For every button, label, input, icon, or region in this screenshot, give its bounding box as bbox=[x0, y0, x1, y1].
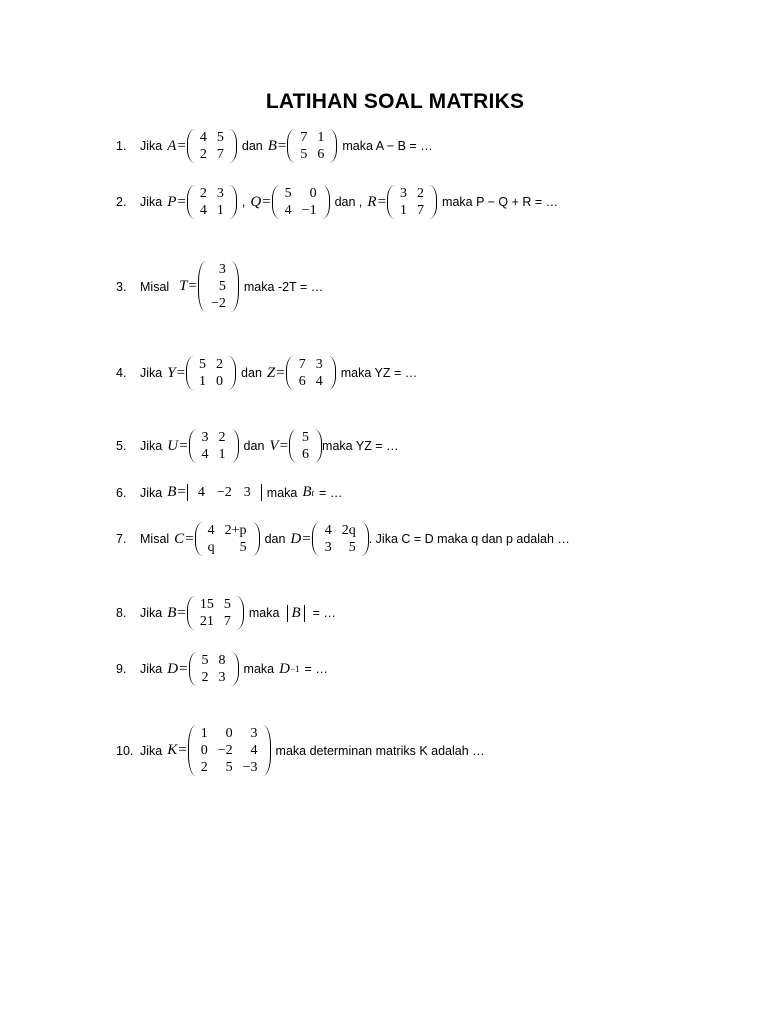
matrix-entry: 7 bbox=[417, 203, 425, 218]
matrix bbox=[289, 429, 322, 463]
matrix bbox=[186, 356, 236, 390]
matrix-row bbox=[197, 446, 231, 463]
matrix-grid bbox=[196, 725, 263, 776]
question-intro: Jika bbox=[140, 366, 163, 380]
question-3: 3. Misal T = 3 5 −2 maka -2T = … bbox=[116, 262, 324, 311]
matrix-entry: 5 bbox=[218, 279, 226, 294]
matrix-name: C bbox=[174, 530, 185, 547]
matrix-row bbox=[320, 522, 361, 539]
matrix-entry: 1 bbox=[400, 203, 408, 218]
matrix-bracket-left bbox=[188, 725, 196, 776]
matrix-grid bbox=[295, 129, 329, 163]
connector-text: dan bbox=[241, 139, 263, 153]
matrix-entry: 5 bbox=[201, 653, 209, 668]
matrix-entry: 4 bbox=[197, 485, 205, 500]
matrix-entry: −2 bbox=[210, 296, 226, 311]
question-9: 9. Jika D = 5 8 2 3 maka D −1 = … bbox=[116, 653, 328, 685]
matrix bbox=[272, 185, 330, 219]
question-7: 7. Misal C = 4 2+p q 5 dan D = 4 2q 3 5 . Jika C = D maka q dan p adalah … bbox=[116, 523, 570, 555]
matrix-bracket-left bbox=[187, 596, 195, 630]
matrix-bracket-left bbox=[187, 129, 195, 163]
matrix-row bbox=[195, 185, 229, 202]
matrix-row bbox=[320, 539, 361, 556]
question-number: 9. bbox=[116, 662, 127, 676]
matrix-name: A bbox=[167, 137, 177, 154]
matrix-bracket-right bbox=[314, 429, 322, 463]
matrix-bracket-right bbox=[322, 185, 330, 219]
matrix-entry: 7 bbox=[223, 614, 231, 629]
question-intro: Jika bbox=[140, 606, 163, 620]
determinant bbox=[284, 605, 307, 622]
matrix-entry: 5 bbox=[302, 430, 310, 445]
matrix-entry: 5 bbox=[216, 130, 224, 145]
matrix-row bbox=[206, 278, 231, 295]
matrix-bracket-right bbox=[229, 129, 237, 163]
question-4: 4. Jika Y = 5 2 1 0 dan Z = 7 3 6 4 maka YZ = … bbox=[116, 357, 418, 389]
matrix-name: K bbox=[167, 742, 178, 758]
matrix-entry: 2q bbox=[341, 523, 356, 538]
connector-text: maka bbox=[266, 485, 298, 500]
matrix-bracket-right bbox=[231, 261, 239, 312]
matrix bbox=[187, 129, 237, 163]
matrix-name: Y bbox=[167, 364, 176, 381]
matrix-bracket-right bbox=[231, 429, 239, 463]
matrix-bracket-right bbox=[252, 522, 260, 556]
question-intro: Jika bbox=[140, 662, 163, 676]
question-intro: Jika bbox=[140, 195, 163, 209]
matrix-bracket-left bbox=[187, 185, 195, 219]
matrix-grid bbox=[195, 596, 236, 630]
question-number: 10. bbox=[116, 743, 134, 758]
matrix-bracket-right bbox=[328, 356, 336, 390]
matrix-bracket-left bbox=[189, 429, 197, 463]
matrix-entry: 4 bbox=[315, 374, 323, 389]
matrix-entry: 7 bbox=[300, 130, 308, 145]
question-1: 1. Jika A = 4 5 2 7 dan B = 7 1 5 6 maka A − B = … bbox=[116, 130, 433, 162]
question-number: 1. bbox=[116, 139, 127, 153]
matrix-row bbox=[295, 146, 329, 163]
question-8: 8. Jika B = 15 5 21 7 maka B = … bbox=[116, 597, 336, 629]
matrix-entry: −2 bbox=[216, 485, 232, 500]
matrix-entry: 2 bbox=[218, 430, 226, 445]
question-2: 2. Jika P = 2 3 4 1 , Q = 5 0 4 −1 dan , R = 3 2 1 7 maka P − Q + R = … bbox=[116, 186, 559, 218]
question-intro: Misal bbox=[140, 279, 170, 294]
matrix-name: B bbox=[267, 137, 277, 154]
matrix-name: D bbox=[167, 660, 179, 677]
connector-text: dan , bbox=[334, 195, 363, 209]
question-tail: maka YZ = … bbox=[340, 366, 418, 380]
matrix-entry: −3 bbox=[242, 760, 258, 775]
matrix-entry: 4 bbox=[201, 447, 209, 462]
question-number: 4. bbox=[116, 366, 127, 380]
matrix-entry: 7 bbox=[216, 147, 224, 162]
question-tail: . Jika C = D maka q dan p adalah … bbox=[368, 532, 570, 546]
matrix-entry: 5 bbox=[199, 357, 207, 372]
matrix-grid bbox=[206, 261, 231, 312]
matrix-grid bbox=[203, 522, 252, 556]
connector-text: dan bbox=[243, 439, 265, 453]
matrix-entry: 2 bbox=[200, 760, 208, 775]
inverse-superscript: −1 bbox=[289, 664, 300, 674]
matrix-entry: 3 bbox=[216, 186, 224, 201]
matrix-entry: −1 bbox=[301, 203, 317, 218]
matrix-entry: 2 bbox=[199, 186, 207, 201]
matrix bbox=[287, 129, 337, 163]
matrix-row bbox=[195, 146, 229, 163]
connector-text: dan bbox=[241, 366, 262, 380]
matrix-entry: 0 bbox=[309, 186, 317, 201]
matrix-row bbox=[203, 539, 252, 556]
matrix-entry: 5 bbox=[284, 186, 292, 201]
matrix-row bbox=[206, 295, 231, 312]
matrix-grid bbox=[395, 185, 429, 219]
matrix-bracket-right bbox=[228, 356, 236, 390]
matrix-grid bbox=[195, 185, 229, 219]
matrix-row bbox=[203, 522, 252, 539]
matrix-entry: 2+p bbox=[224, 523, 247, 538]
matrix-row bbox=[197, 669, 231, 686]
matrix bbox=[312, 522, 369, 556]
matrix-name: D bbox=[290, 530, 302, 547]
matrix-entry: 2 bbox=[201, 670, 209, 685]
matrix-row bbox=[294, 373, 328, 390]
matrix-bracket-left bbox=[289, 429, 297, 463]
connector-text: maka bbox=[243, 662, 275, 676]
question-intro: Jika bbox=[140, 439, 163, 453]
matrix-bracket-right bbox=[257, 484, 262, 501]
inverse-name: D bbox=[279, 660, 290, 677]
question-intro: Jika bbox=[140, 139, 163, 153]
matrix-entry: −2 bbox=[217, 743, 233, 758]
matrix-entry: 5 bbox=[239, 540, 247, 555]
matrix-entry: 5 bbox=[223, 597, 231, 612]
matrix-row bbox=[197, 429, 231, 446]
matrix-row bbox=[196, 742, 263, 759]
matrix-row bbox=[280, 185, 322, 202]
matrix-entry: 1 bbox=[317, 130, 325, 145]
matrix-name: R bbox=[367, 193, 377, 210]
matrix-entry: 3 bbox=[218, 670, 226, 685]
matrix-row bbox=[395, 202, 429, 219]
matrix-entry: 4 bbox=[250, 743, 258, 758]
matrix-entry: 5 bbox=[348, 540, 356, 555]
matrix-entry: 8 bbox=[218, 653, 226, 668]
matrix-row bbox=[395, 185, 429, 202]
matrix-entry: 1 bbox=[218, 447, 226, 462]
question-tail: maka determinan matriks K adalah … bbox=[275, 743, 485, 758]
question-intro: Misal bbox=[140, 532, 170, 546]
matrix-entry: 21 bbox=[199, 614, 214, 629]
matrix-bracket-right bbox=[263, 725, 271, 776]
matrix-bracket-left bbox=[198, 261, 206, 312]
matrix-row bbox=[195, 596, 236, 613]
matrix-entry: 4 bbox=[199, 203, 207, 218]
matrix-entry: 3 bbox=[400, 186, 408, 201]
question-number: 5. bbox=[116, 439, 127, 453]
matrix-bracket-right bbox=[229, 185, 237, 219]
matrix-entry: 2 bbox=[216, 357, 224, 372]
matrix-entry: 2 bbox=[417, 186, 425, 201]
matrix-entry: 4 bbox=[199, 130, 207, 145]
question-number: 2. bbox=[116, 195, 127, 209]
separator-text: , bbox=[241, 195, 246, 209]
matrix-entry: 0 bbox=[225, 726, 233, 741]
matrix-bracket-left bbox=[287, 129, 295, 163]
question-tail: = … bbox=[304, 662, 328, 676]
matrix-entry: 15 bbox=[199, 597, 214, 612]
matrix-entry: 3 bbox=[243, 485, 251, 500]
question-tail: = … bbox=[319, 485, 343, 500]
matrix-bracket-left bbox=[186, 356, 194, 390]
matrix bbox=[198, 261, 239, 312]
matrix-bracket-left bbox=[312, 522, 320, 556]
matrix-bracket-left bbox=[189, 652, 197, 686]
matrix bbox=[187, 484, 262, 501]
matrix-entry: 3 bbox=[250, 726, 258, 741]
matrix-bracket-right bbox=[429, 185, 437, 219]
matrix bbox=[189, 429, 239, 463]
matrix bbox=[187, 596, 244, 630]
determinant-name: B bbox=[291, 604, 301, 621]
matrix-entry: 5 bbox=[225, 760, 233, 775]
matrix-row bbox=[295, 129, 329, 146]
matrix-row bbox=[297, 429, 314, 446]
matrix-entry: 3 bbox=[201, 430, 209, 445]
matrix bbox=[189, 652, 239, 686]
matrix-bracket-right bbox=[361, 522, 369, 556]
matrix-entry: 2 bbox=[199, 147, 207, 162]
matrix-entry: 0 bbox=[200, 743, 208, 758]
matrix bbox=[286, 356, 336, 390]
matrix-row bbox=[280, 202, 322, 219]
connector-text: dan bbox=[264, 532, 286, 546]
matrix bbox=[187, 185, 237, 219]
question-6: 6. Jika B = 4 −2 3 maka B t = … bbox=[116, 484, 343, 500]
question-tail: maka A − B = … bbox=[342, 139, 433, 153]
question-tail: = … bbox=[312, 606, 336, 620]
matrix-entry: 4 bbox=[324, 523, 332, 538]
matrix bbox=[195, 522, 260, 556]
matrix-row bbox=[297, 446, 314, 463]
matrix-row bbox=[195, 202, 229, 219]
matrix-entry: 3 bbox=[324, 540, 332, 555]
matrix-entry: q bbox=[207, 540, 215, 555]
matrix-row bbox=[196, 725, 263, 742]
matrix-entry: 6 bbox=[317, 147, 325, 162]
page-title: LATIHAN SOAL MATRIKS bbox=[265, 90, 525, 113]
transpose-name: B bbox=[302, 484, 312, 500]
matrix-row bbox=[206, 261, 231, 278]
matrix-name: V bbox=[269, 437, 279, 454]
question-number: 6. bbox=[116, 485, 127, 500]
matrix-entry: 7 bbox=[298, 357, 306, 372]
question-10: 10. Jika K = 1 0 3 0 −2 4 2 5 −3 maka determinan matriks K adalah … bbox=[116, 726, 485, 775]
matrix-entry: 6 bbox=[298, 374, 306, 389]
matrix-grid bbox=[320, 522, 361, 556]
matrix-entry: 3 bbox=[315, 357, 323, 372]
matrix-entry: 3 bbox=[218, 262, 226, 277]
matrix-grid bbox=[192, 484, 257, 501]
matrix-entry: 1 bbox=[200, 726, 208, 741]
matrix-bracket-left bbox=[286, 356, 294, 390]
question-number: 3. bbox=[116, 279, 127, 294]
question-intro: Jika bbox=[140, 485, 163, 500]
question-5: 5. Jika U = 3 2 4 1 dan V = 5 6 maka YZ = … bbox=[116, 430, 399, 462]
matrix-name: Z bbox=[266, 364, 276, 381]
matrix bbox=[387, 185, 437, 219]
question-tail: maka -2T = … bbox=[243, 279, 324, 294]
matrix-row bbox=[194, 373, 228, 390]
matrix-row bbox=[194, 356, 228, 373]
matrix-row bbox=[195, 129, 229, 146]
question-number: 7. bbox=[116, 532, 127, 546]
matrix-entry: 4 bbox=[207, 523, 215, 538]
question-tail: maka P − Q + R = … bbox=[442, 195, 559, 209]
matrix-bracket-right bbox=[329, 129, 337, 163]
matrix-entry: 5 bbox=[300, 147, 308, 162]
matrix-grid bbox=[194, 356, 228, 390]
question-tail: maka YZ = … bbox=[322, 439, 399, 453]
matrix-row bbox=[196, 759, 263, 776]
matrix-entry: 4 bbox=[284, 203, 292, 218]
question-intro: Jika bbox=[140, 743, 163, 758]
matrix-grid bbox=[197, 652, 231, 686]
matrix-row bbox=[195, 613, 236, 630]
matrix-grid bbox=[195, 129, 229, 163]
matrix-bracket-left bbox=[387, 185, 395, 219]
matrix-name: Q bbox=[250, 193, 262, 210]
matrix-name: B bbox=[167, 484, 177, 500]
matrix-row bbox=[197, 652, 231, 669]
matrix-name: T bbox=[179, 278, 188, 294]
matrix-bracket-right bbox=[236, 596, 244, 630]
matrix-grid bbox=[294, 356, 328, 390]
transpose-superscript: t bbox=[311, 487, 315, 498]
matrix-entry: 6 bbox=[302, 447, 310, 462]
matrix-bracket-left bbox=[195, 522, 203, 556]
matrix-grid bbox=[280, 185, 322, 219]
matrix-grid bbox=[297, 429, 314, 463]
matrix-row bbox=[294, 356, 328, 373]
matrix-name: B bbox=[167, 604, 177, 621]
matrix-name: U bbox=[167, 437, 179, 454]
question-number: 8. bbox=[116, 606, 127, 620]
matrix-grid bbox=[197, 429, 231, 463]
connector-text: maka bbox=[248, 606, 280, 620]
matrix-bracket-right bbox=[231, 652, 239, 686]
matrix-entry: 0 bbox=[216, 374, 224, 389]
matrix-entry: 1 bbox=[199, 374, 207, 389]
matrix bbox=[188, 725, 271, 776]
matrix-bracket-left bbox=[272, 185, 280, 219]
matrix-row bbox=[192, 484, 257, 501]
matrix-name: P bbox=[167, 193, 177, 210]
matrix-entry: 1 bbox=[216, 203, 224, 218]
